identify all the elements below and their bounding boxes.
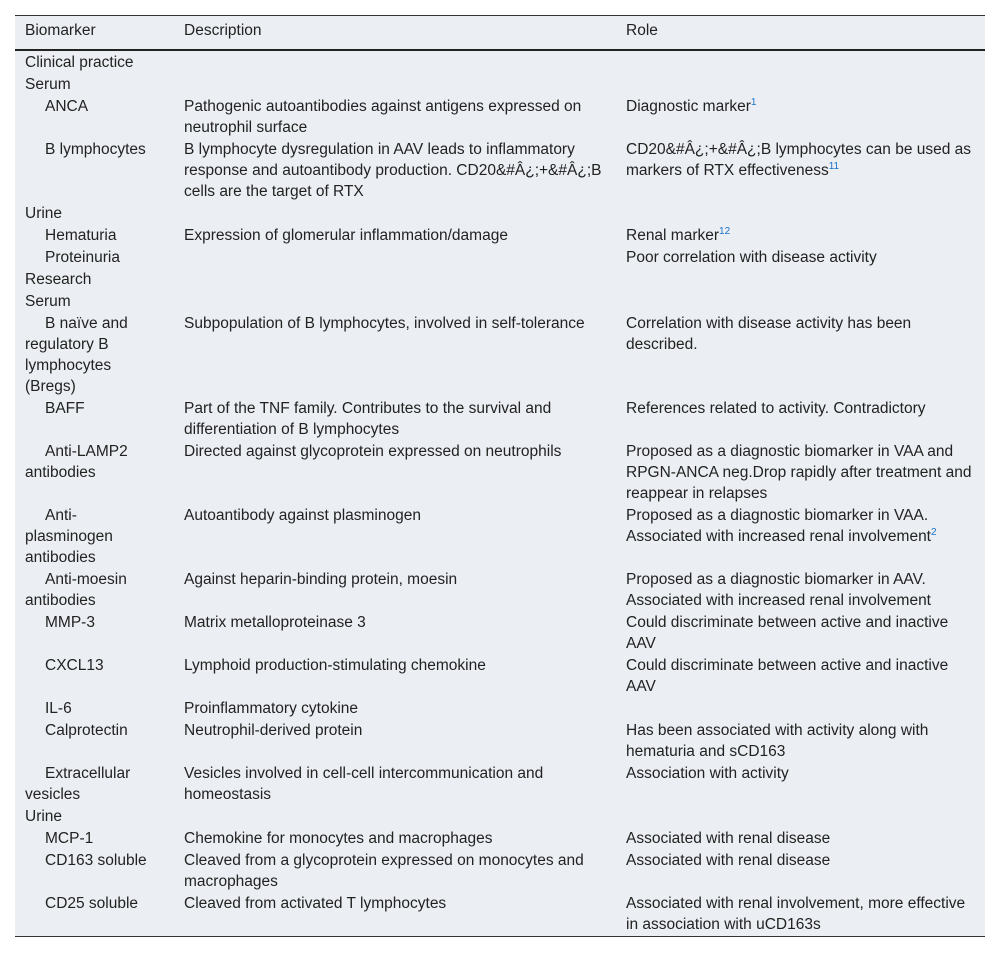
description-cell: Vesicles involved in cell-cell intercommunication and homeostasis bbox=[184, 765, 544, 803]
section-row bbox=[15, 290, 985, 312]
role-cell bbox=[616, 246, 985, 268]
role-cell bbox=[616, 138, 985, 202]
description-cell: Subpopulation of B lymphocytes, involved in self-tolerance bbox=[184, 315, 585, 332]
role-text: Proposed as a diagnostic biomarker in VAA. Associated with increased renal involvement bbox=[626, 507, 931, 545]
role-cell bbox=[616, 654, 985, 697]
biomarker-name: Calprotectin bbox=[45, 722, 128, 739]
description-cell: Proinflammatory cytokine bbox=[184, 700, 359, 717]
table-row bbox=[15, 397, 985, 440]
role-text: Proposed as a diagnostic biomarker in AAV. Associated with increased renal involvement bbox=[626, 571, 931, 609]
role-cell bbox=[616, 440, 985, 504]
role-text: Poor correlation with disease activity bbox=[626, 249, 877, 266]
biomarker-name: IL-6 bbox=[45, 700, 72, 717]
biomarker-cell bbox=[15, 95, 174, 138]
biomarker-name: MMP-3 bbox=[45, 614, 95, 631]
section-label: Urine bbox=[25, 808, 63, 825]
biomarker-cell bbox=[15, 611, 174, 654]
description-cell: Cleaved from activated T lymphocytes bbox=[184, 895, 447, 912]
biomarker-cell bbox=[15, 762, 174, 805]
role-cell bbox=[616, 827, 985, 849]
role-text: Associated with renal involvement, more effective in association with uCD163s bbox=[626, 895, 966, 933]
role-text: Proposed as a diagnostic biomarker in VAA and RPGN-ANCA neg.Drop rapidly after treatment and reappear in relapses bbox=[626, 443, 972, 502]
description-cell: Directed against glycoprotein expressed on neutrophils bbox=[184, 443, 562, 460]
table-row bbox=[15, 504, 985, 568]
role-text: Associated with renal disease bbox=[626, 830, 831, 847]
biomarker-name: Anti-moesin antibodies bbox=[25, 571, 127, 609]
biomarker-cell bbox=[15, 397, 174, 440]
table-row bbox=[15, 827, 985, 849]
table-row bbox=[15, 654, 985, 697]
table-row bbox=[15, 95, 985, 138]
biomarker-name: Proteinuria bbox=[45, 249, 120, 266]
role-text: Diagnostic marker bbox=[626, 98, 751, 115]
biomarker-cell bbox=[15, 224, 174, 246]
role-cell bbox=[616, 397, 985, 440]
role-cell bbox=[616, 611, 985, 654]
table-row bbox=[15, 719, 985, 762]
description-cell: Neutrophil-derived protein bbox=[184, 722, 363, 739]
biomarker-name: CXCL13 bbox=[45, 657, 104, 674]
section-label: Clinical practice bbox=[25, 54, 134, 71]
section-label: Urine bbox=[25, 205, 63, 222]
role-text: Has been associated with activity along with hematuria and sCD163 bbox=[626, 722, 929, 760]
biomarker-table-container bbox=[15, 15, 985, 937]
table-row bbox=[15, 246, 985, 268]
biomarker-cell bbox=[15, 312, 174, 397]
role-cell bbox=[616, 849, 985, 892]
role-cell bbox=[616, 697, 985, 719]
role-cell bbox=[616, 224, 985, 246]
role-text: CD20&#Â¿;+&#Â¿;B lymphocytes can be used as markers of RTX effectiveness bbox=[626, 141, 972, 179]
description-cell bbox=[174, 246, 616, 268]
biomarker-name: CD25 soluble bbox=[45, 895, 139, 912]
biomarker-name: Hematuria bbox=[45, 227, 117, 244]
role-cell bbox=[616, 312, 985, 397]
description-cell: Chemokine for monocytes and macrophages bbox=[184, 830, 493, 847]
header-row bbox=[15, 16, 985, 51]
biomarker-name: MCP-1 bbox=[45, 830, 94, 847]
section-row bbox=[15, 73, 985, 95]
role-text: Correlation with disease activity has been described. bbox=[626, 315, 912, 353]
section-label: Research bbox=[25, 271, 92, 288]
table-row bbox=[15, 849, 985, 892]
biomarker-cell bbox=[15, 849, 174, 892]
biomarker-name: ANCA bbox=[45, 98, 89, 115]
biomarker-cell bbox=[15, 440, 174, 504]
reference-link[interactable]: 12 bbox=[719, 226, 731, 237]
biomarker-cell bbox=[15, 246, 174, 268]
role-text: Could discriminate between active and inactive AAV bbox=[626, 614, 949, 652]
biomarker-cell bbox=[15, 504, 174, 568]
role-text: Could discriminate between active and inactive AAV bbox=[626, 657, 949, 695]
header-description: Description bbox=[174, 16, 616, 51]
biomarker-cell bbox=[15, 892, 174, 937]
table-row bbox=[15, 762, 985, 805]
table-row bbox=[15, 440, 985, 504]
role-cell bbox=[616, 719, 985, 762]
biomarker-table bbox=[15, 15, 985, 937]
role-text: Renal marker bbox=[626, 227, 720, 244]
biomarker-cell bbox=[15, 719, 174, 762]
biomarker-name: B lymphocytes bbox=[45, 141, 146, 158]
description-cell: Matrix metalloproteinase 3 bbox=[184, 614, 366, 631]
reference-link[interactable]: 1 bbox=[750, 97, 757, 108]
table-row bbox=[15, 611, 985, 654]
table-row bbox=[15, 892, 985, 937]
role-text: References related to activity. Contradictory bbox=[626, 400, 926, 417]
section-row bbox=[15, 50, 985, 73]
header-role: Role bbox=[616, 16, 985, 51]
role-cell bbox=[616, 95, 985, 138]
description-cell: Pathogenic autoantibodies against antigens expressed on neutrophil surface bbox=[184, 98, 582, 136]
biomarker-cell bbox=[15, 138, 174, 202]
biomarker-cell bbox=[15, 654, 174, 697]
table-row bbox=[15, 697, 985, 719]
biomarker-name: CD163 soluble bbox=[45, 852, 147, 869]
biomarker-cell bbox=[15, 568, 174, 611]
description-cell: Cleaved from a glycoprotein expressed on monocytes and macrophages bbox=[184, 852, 584, 890]
table-row bbox=[15, 568, 985, 611]
biomarker-cell bbox=[15, 697, 174, 719]
table-body bbox=[15, 50, 985, 937]
description-cell: Lymphoid production-stimulating chemokine bbox=[184, 657, 486, 674]
table-row bbox=[15, 312, 985, 397]
role-text: Association with activity bbox=[626, 765, 789, 782]
biomarker-name: Anti-LAMP2 antibodies bbox=[25, 443, 128, 481]
reference-link[interactable]: 2 bbox=[931, 527, 937, 538]
reference-link[interactable]: 11 bbox=[828, 161, 840, 172]
section-row bbox=[15, 268, 985, 290]
role-cell bbox=[616, 762, 985, 805]
biomarker-name: Extracellular vesicles bbox=[25, 765, 131, 803]
description-cell: Expression of glomerular inflammation/damage bbox=[184, 227, 508, 244]
biomarker-name: BAFF bbox=[45, 400, 85, 417]
section-row bbox=[15, 202, 985, 224]
section-row bbox=[15, 805, 985, 827]
biomarker-name: B naïve and regulatory B lymphocytes (Bregs) bbox=[25, 315, 128, 395]
table-header bbox=[15, 16, 985, 51]
description-cell: Against heparin-binding protein, moesin bbox=[184, 571, 458, 588]
table-row bbox=[15, 224, 985, 246]
table-row bbox=[15, 138, 985, 202]
section-label: Serum bbox=[25, 293, 71, 310]
role-cell bbox=[616, 504, 985, 568]
description-cell: B lymphocyte dysregulation in AAV leads to inflammatory response and autoantibody production. CD20&#Â¿;+&#Â¿;B cells are the target of RTX bbox=[184, 141, 602, 200]
header-biomarker: Biomarker bbox=[15, 16, 174, 51]
description-cell: Autoantibody against plasminogen bbox=[184, 507, 421, 524]
role-cell bbox=[616, 892, 985, 937]
description-cell: Part of the TNF family. Contributes to the survival and differentiation of B lymphocytes bbox=[184, 400, 552, 438]
role-text: Associated with renal disease bbox=[626, 852, 831, 869]
biomarker-cell bbox=[15, 827, 174, 849]
role-cell bbox=[616, 568, 985, 611]
section-label: Serum bbox=[25, 76, 71, 93]
biomarker-name: Anti-plasminogen antibodies bbox=[25, 507, 113, 566]
